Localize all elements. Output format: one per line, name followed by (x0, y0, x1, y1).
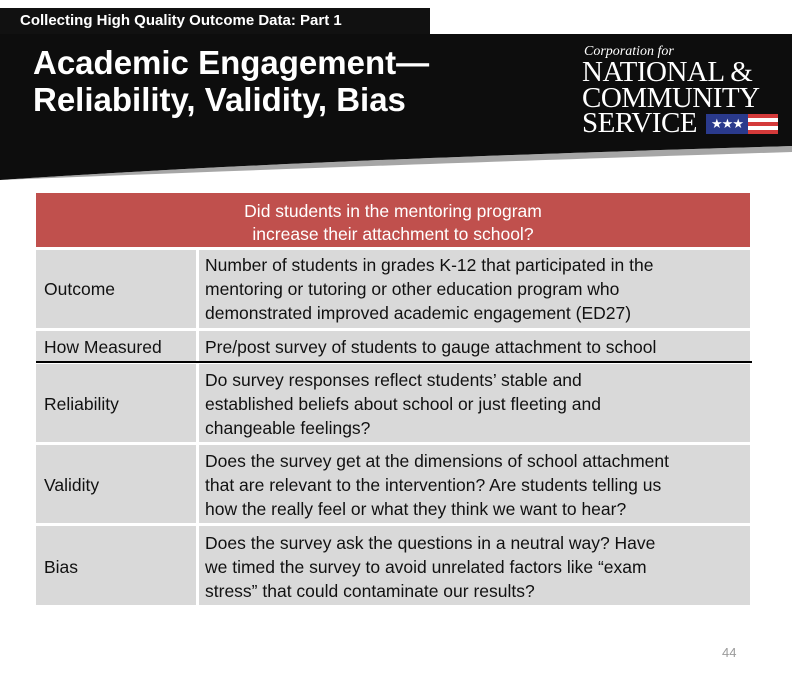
row-description-line: Does the survey ask the questions in a neutral way? Have (205, 533, 656, 553)
logo-service: SERVICE (582, 107, 698, 139)
column-divider (196, 250, 199, 328)
row-label: Reliability (44, 394, 119, 414)
row-description (205, 449, 745, 521)
slide-title-line1: Academic Engagement— (33, 44, 430, 81)
table-header-line1: Did students in the mentoring program (244, 201, 542, 221)
row-description-line: demonstrated improved academic engagement (ED27) (205, 303, 632, 323)
row-description-line: established beliefs about school or just fleeting and (205, 394, 601, 414)
flag-icon (706, 114, 778, 134)
column-divider (196, 445, 199, 523)
logo-community: COMMUNITY (582, 82, 760, 114)
column-divider (196, 364, 199, 442)
row-description-line: stress” that could contaminate our results? (205, 581, 535, 601)
row-description-line: Number of students in grades K-12 that participated in the (205, 255, 654, 275)
table-row-how-measured (36, 331, 750, 361)
cncs-logo (582, 44, 782, 139)
logo-national: NATIONAL & (582, 56, 753, 88)
flag-stripes (748, 114, 778, 134)
row-description-line: mentoring or tutoring or other education program who (205, 279, 620, 299)
row-description (205, 253, 745, 325)
row-description-line: Pre/post survey of students to gauge attachment to school (205, 337, 657, 357)
table-row-bias (36, 526, 750, 605)
row-label: Outcome (44, 279, 115, 299)
table-row-validity (36, 445, 750, 523)
column-divider (196, 331, 199, 361)
row-description (205, 368, 745, 440)
column-divider (196, 526, 199, 605)
table-row-reliability (36, 364, 750, 442)
row-description-line: Do survey responses reflect students’ stable and (205, 370, 582, 390)
row-label: Validity (44, 475, 100, 495)
row-description (205, 335, 745, 359)
page-number: 44 (722, 645, 737, 660)
row-label: Bias (44, 557, 79, 577)
row-description-line: Does the survey get at the dimensions of school attachment (205, 451, 670, 471)
slide-title (33, 44, 553, 118)
course-title: Collecting High Quality Outcome Data: Part 1 (0, 8, 430, 34)
row-description-line: that are relevant to the intervention? Are students telling us (205, 475, 662, 495)
row-label: How Measured (44, 337, 162, 357)
table-header (36, 193, 750, 247)
logo-tagline: Corporation for (584, 44, 674, 59)
row-description-line: how the really feel or what they think we want to hear? (205, 499, 627, 519)
row-description (205, 531, 745, 603)
slide-title-line2: Reliability, Validity, Bias (33, 81, 406, 118)
row-description-line: changeable feelings? (205, 418, 371, 438)
table-row-outcome (36, 250, 750, 328)
row-description-line: we timed the survey to avoid unrelated factors like “exam (205, 557, 647, 577)
table-header-line2: increase their attachment to school? (252, 224, 534, 244)
flag-stars: ★★★ (706, 114, 748, 134)
row-separator-line (36, 361, 752, 363)
